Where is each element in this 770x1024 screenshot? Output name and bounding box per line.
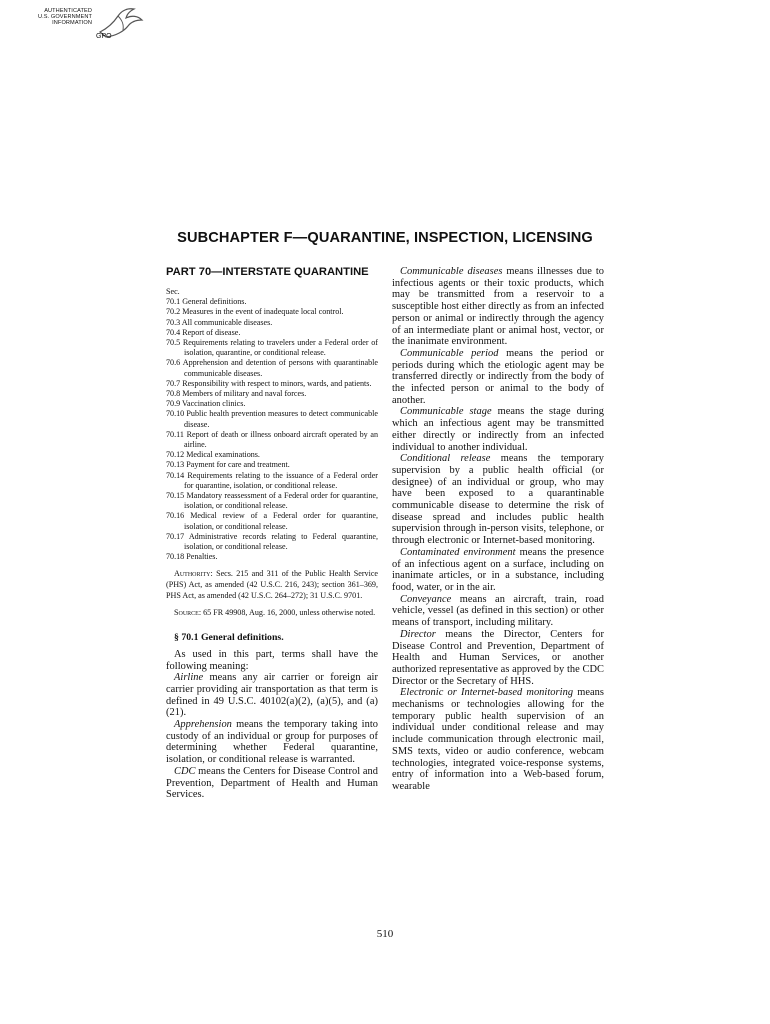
definition-text: means the presence of an infectious agent on a surface, including on inanimate articles, or in a substance, including food, water, or in the air. <box>392 546 604 593</box>
left-column <box>166 266 378 801</box>
definition-paragraph <box>166 719 378 766</box>
defined-term: Airline <box>174 672 204 684</box>
logo-line: INFORMATION <box>52 20 92 27</box>
toc-item: 70.14 Requirements relating to the issuance of a Federal order for quarantine, isolation, or conditional release. <box>166 470 378 490</box>
right-column <box>392 266 604 793</box>
toc-item: 70.1 General definitions. <box>166 297 247 307</box>
definition-text: means the Director, Centers for Disease Control and Prevention, Department of Health and Human Services, or another authorized representative as approved by the CDC Director or the Secretary of HHS. <box>392 628 604 687</box>
defined-term: Communicable stage <box>400 406 492 418</box>
toc-item: 70.12 Medical examinations. <box>166 450 260 460</box>
toc-item: 70.15 Mandatory reassessment of a Federal order for quarantine, isolation, or conditional release. <box>166 491 378 511</box>
defined-term: Director <box>400 628 436 640</box>
defined-term: Electronic or Internet-based monitoring <box>400 687 574 699</box>
defined-term: Conveyance <box>400 593 452 605</box>
logo-gpo-text: GPO <box>96 33 112 40</box>
defined-term: Apprehension <box>174 719 232 731</box>
toc-item: 70.4 Report of disease. <box>166 327 241 337</box>
authority-text: Secs. 215 and 311 of the Public Health Service (PHS) Act, as amended (42 U.S.C. 216, 243); section 361–369, PHS Act, as amended (42 U.S.C. 264–272); 31 U.S.C. 9701. <box>166 569 379 600</box>
definition-paragraph <box>166 672 378 719</box>
gpo-authentication-logo <box>34 6 146 46</box>
definition-paragraph <box>166 649 378 672</box>
paragraph-text: As used in this part, terms shall have the following meaning: <box>166 648 378 672</box>
definition-paragraph <box>392 453 604 547</box>
toc-item: 70.8 Members of military and naval forces. <box>166 389 307 399</box>
toc-item: 70.10 Public health prevention measures to detect communicable disease. <box>166 409 378 429</box>
toc-item: 70.13 Payment for care and treatment. <box>166 460 290 470</box>
definition-text: means the period or periods during which the etiologic agent may be transferred directly or indirectly from the body of the infected person or animal to the body of another. <box>392 347 604 406</box>
toc-sec-label: Sec. <box>166 287 180 296</box>
definition-paragraph <box>392 629 604 688</box>
toc-item: 70.6 Apprehension and detention of persons with quarantinable communicable diseases. <box>166 358 378 378</box>
logo-text <box>34 8 92 27</box>
defined-term: Contaminated environment <box>400 546 516 558</box>
part-title: PART 70—INTERSTATE QUARANTINE <box>166 266 369 278</box>
source-label: Source: <box>174 608 202 618</box>
authority-note <box>166 569 378 601</box>
source-text: 65 FR 49908, Aug. 16, 2000, unless otherwise noted. <box>203 608 376 618</box>
section-heading: § 70.1 General definitions. <box>174 631 284 643</box>
definition-paragraph <box>392 594 604 629</box>
definition-paragraph <box>166 766 378 801</box>
toc-item: 70.3 All communicable diseases. <box>166 317 273 327</box>
source-note <box>166 608 378 619</box>
table-of-contents <box>166 287 378 562</box>
toc-item: 70.2 Measures in the event of inadequate local control. <box>166 307 344 317</box>
defined-term: Conditional release <box>400 453 491 465</box>
definition-text: means any air carrier or foreign air carrier providing air transportation as that term is defined in 49 U.S.C. 40102(a)(2), (a)(5), and (a)(21). <box>166 672 378 719</box>
toc-item: 70.7 Responsibility with respect to minors, wards, and patients. <box>166 378 372 388</box>
defined-term: Communicable diseases <box>400 266 503 277</box>
logo-line: AUTHENTICATED <box>44 8 92 14</box>
toc-item: 70.9 Vaccination clinics. <box>166 399 246 409</box>
definition-paragraph <box>392 266 604 348</box>
toc-item: 70.5 Requirements relating to travelers under a Federal order of isolation, quarantine, or conditional release. <box>166 338 378 358</box>
definition-text: means the Centers for Disease Control and Prevention, Department of Health and Human Services. <box>166 765 378 801</box>
definition-text: means an aircraft, train, road vehicle, vessel (as defined in this section) or other means of transport, including military. <box>392 593 604 629</box>
page-number: 510 <box>376 928 394 940</box>
defined-term: Communicable period <box>400 347 499 359</box>
definition-paragraph <box>392 348 604 407</box>
definition-paragraph <box>392 547 604 594</box>
authority-label: Authority: <box>174 569 213 579</box>
defined-term: CDC <box>174 765 196 777</box>
definition-text: means the stage during which an infectious agent may be transmitted either directly or indirectly from an infected individual to another individual. <box>392 406 605 453</box>
logo-line: U.S. GOVERNMENT <box>37 14 92 21</box>
toc-item: 70.16 Medical review of a Federal order for quarantine, isolation, or conditional release. <box>166 511 378 531</box>
definition-paragraph <box>392 687 604 792</box>
toc-item: 70.11 Report of death or illness onboard aircraft operated by an airline. <box>166 429 378 450</box>
definition-text: means the temporary taking into custody of an individual or group for purposes of determining whether Federal quarantine, isolation, or conditional release is warranted. <box>166 719 379 766</box>
eagle-icon <box>96 6 146 46</box>
subchapter-title: SUBCHAPTER F—QUARANTINE, INSPECTION, LICENSING <box>177 230 593 246</box>
toc-item: 70.18 Penalties. <box>166 552 218 562</box>
toc-item: 70.17 Administrative records relating to Federal quarantine, isolation, or conditional release. <box>166 531 378 552</box>
definition-text: means illnesses due to infectious agents or their toxic products, which may be transmitted from a reservoir to a susceptible host either directly as from an infected person or animal or indirectly through the agency of an intermediate plant or animal host, vector, or the inanimate environment. <box>392 266 604 348</box>
definition-text: means mechanisms or technologies allowing for the temporary public health supervision of an individual under conditional release and may include communication through electronic mail, SMS texts, video or audio conference, webcam technologies, integrated voice-response systems, entry of information into a Web-based forum, wearable <box>392 687 604 792</box>
definition-text: means the temporary supervision by a public health official (or designee) of an individual or group, who may have been exposed to a quarantinable communicable disease to determine the risk of disease spread and includes public health supervision through in-person visits, telephone, or through electronic or Internet-based monitoring. <box>392 453 604 547</box>
definition-paragraph <box>392 406 604 453</box>
